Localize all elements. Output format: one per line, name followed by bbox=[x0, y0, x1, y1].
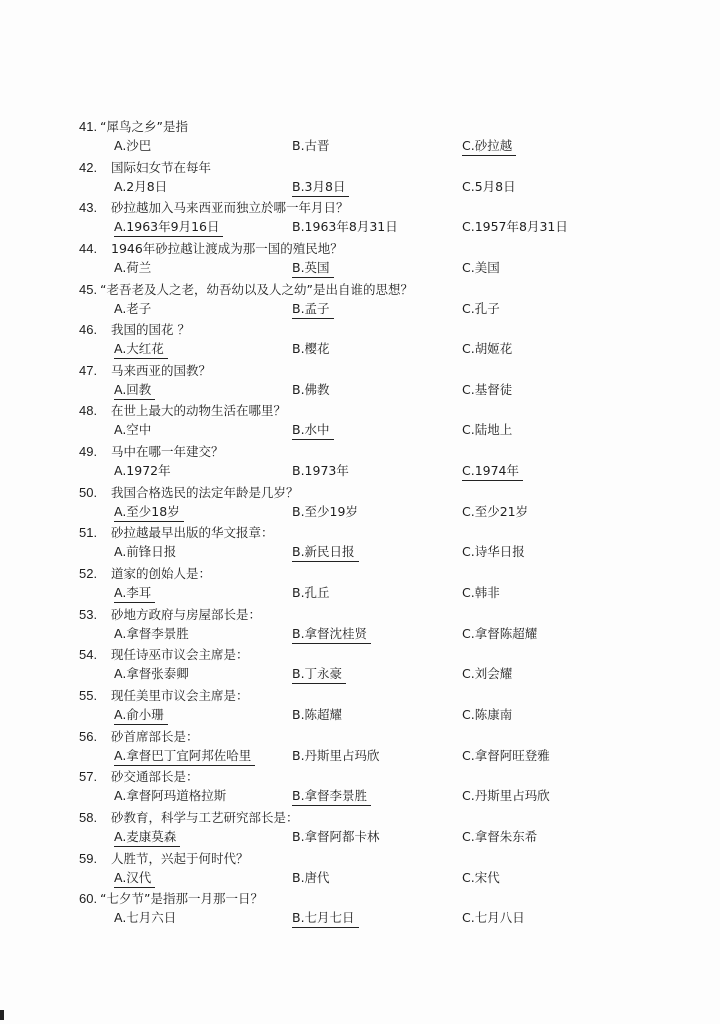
question-text: 国际妇女节在每年 bbox=[111, 159, 212, 175]
question-text: 砂地方政府与房屋部长是： bbox=[111, 606, 262, 622]
question-item bbox=[0, 439, 720, 480]
question-text: 现任诗巫市议会主席是： bbox=[111, 647, 249, 663]
question-number: 52. bbox=[79, 566, 98, 582]
option-a-answer: A.回教 bbox=[114, 381, 155, 400]
question-text: “老吾老及人之老，幼吾幼以及人之幼”是出自谁的思想？ bbox=[100, 281, 413, 297]
option-a: A.沙巴 bbox=[114, 138, 152, 153]
question-text: 砂首席部长是： bbox=[111, 728, 199, 744]
option-c: C.孔子 bbox=[462, 300, 500, 316]
question-item bbox=[0, 683, 720, 724]
question-text: “犀鸟之乡”是指 bbox=[100, 119, 188, 134]
option-b: B.古晋 bbox=[292, 138, 330, 153]
question-item bbox=[0, 561, 720, 602]
question-text: 砂交通部长是： bbox=[111, 769, 199, 785]
question-text: 马来西亚的国教？ bbox=[111, 362, 212, 378]
question-number: 55. bbox=[79, 687, 98, 703]
question-text: 人胜节，兴起于何时代？ bbox=[111, 850, 249, 866]
question-number: 50. bbox=[79, 484, 98, 500]
option-a-answer: A.大红花 bbox=[114, 340, 168, 359]
option-b: B.1973年 bbox=[292, 463, 349, 479]
question-item bbox=[0, 236, 720, 277]
option-c-answer: C.1974年 bbox=[462, 462, 523, 481]
question-item bbox=[0, 520, 720, 561]
option-c: C.拿督朱东希 bbox=[462, 828, 538, 844]
question-text: 道家的创始人是： bbox=[111, 566, 212, 582]
question-number: 44. bbox=[79, 240, 98, 256]
option-a-answer: A.1963年9月16日 bbox=[114, 218, 223, 237]
question-number: 41. bbox=[79, 119, 98, 134]
question-item bbox=[0, 195, 720, 236]
option-c: C.5月8日 bbox=[462, 178, 516, 194]
question-item bbox=[0, 398, 720, 439]
question-text: 1946年砂拉越让渡成为那一国的殖民地？ bbox=[111, 240, 343, 256]
question-number: 54. bbox=[79, 647, 98, 663]
question-number: 58. bbox=[79, 809, 98, 825]
option-b-answer: B.丁永豪 bbox=[292, 665, 346, 684]
question-text: “七夕节”是指那一月那一日？ bbox=[100, 891, 263, 907]
option-a: A.空中 bbox=[114, 422, 152, 438]
question-item bbox=[0, 642, 720, 683]
option-b-answer: B.拿督李景胜 bbox=[292, 787, 371, 806]
option-c: C.丹斯里占玛欣 bbox=[462, 788, 550, 804]
question-item bbox=[0, 277, 720, 318]
scan-mark bbox=[0, 1010, 4, 1020]
question-list bbox=[0, 114, 720, 927]
question-item bbox=[0, 886, 720, 927]
option-b-answer: B.3月8日 bbox=[292, 178, 349, 197]
option-a-answer: A.李耳 bbox=[114, 584, 155, 603]
question-number: 56. bbox=[79, 728, 98, 744]
question-number: 48. bbox=[79, 403, 98, 419]
option-a: A.拿督阿玛道格拉斯 bbox=[114, 788, 227, 804]
option-a: A.拿督张泰卿 bbox=[114, 666, 189, 682]
question-item bbox=[0, 480, 720, 521]
option-c: C.美国 bbox=[462, 259, 500, 275]
question-text: 现任美里市议会主席是： bbox=[111, 687, 249, 703]
option-a: A.拿督李景胜 bbox=[114, 625, 189, 641]
option-a-answer: A.至少18岁 bbox=[114, 503, 184, 522]
option-c: C.至少21岁 bbox=[462, 503, 529, 519]
option-a: A.七月六日 bbox=[114, 910, 177, 926]
option-a-answer: A.麦康莫森 bbox=[114, 828, 180, 847]
question-number: 43. bbox=[79, 200, 98, 216]
option-b-answer: B.七月七日 bbox=[292, 909, 359, 928]
question-text: 我国的国花 ？ bbox=[111, 322, 190, 338]
question-text: 砂拉越最早出版的华文报章： bbox=[111, 525, 274, 541]
option-b: B.陈超耀 bbox=[292, 706, 343, 722]
option-a: A.荷兰 bbox=[114, 259, 152, 275]
option-c: C.拿督阿旺登雅 bbox=[462, 747, 550, 763]
question-text: 砂教育，科学与工艺研究部长是： bbox=[111, 809, 299, 825]
option-b: B.至少19岁 bbox=[292, 503, 358, 519]
option-a-answer: A.拿督巴丁宜阿邦佐哈里 bbox=[114, 747, 255, 766]
question-item bbox=[0, 805, 720, 846]
option-c: C.陈康南 bbox=[462, 706, 513, 722]
option-c: C.胡姬花 bbox=[462, 341, 513, 357]
question-number: 60. bbox=[79, 891, 98, 907]
option-b: B.佛教 bbox=[292, 381, 330, 397]
option-c: C.刘会耀 bbox=[462, 666, 513, 682]
option-b: B.丹斯里占玛欣 bbox=[292, 747, 380, 763]
option-c: C.陆地上 bbox=[462, 422, 513, 438]
question-item bbox=[0, 846, 720, 887]
question-item bbox=[0, 114, 720, 155]
question-item bbox=[0, 155, 720, 196]
option-b-answer: B.水中 bbox=[292, 421, 334, 440]
question-text: 马中在哪一年建交？ bbox=[111, 444, 224, 460]
option-b: B.樱花 bbox=[292, 341, 330, 357]
option-c: C.诗华日报 bbox=[462, 544, 525, 560]
question-text: 砂拉越加入马来西亚而独立於哪一年月日？ bbox=[111, 200, 349, 216]
option-c: C.基督徒 bbox=[462, 381, 513, 397]
option-c: C.七月八日 bbox=[462, 910, 525, 926]
question-number: 59. bbox=[79, 850, 98, 866]
question-number: 45. bbox=[79, 281, 98, 297]
option-a: A.老子 bbox=[114, 300, 152, 316]
option-b-answer: B.新民日报 bbox=[292, 543, 359, 562]
option-c: C.1957年8月31日 bbox=[462, 219, 568, 235]
option-a: A.2月8日 bbox=[114, 178, 168, 194]
question-text: 我国合格选民的法定年龄是几岁？ bbox=[111, 484, 299, 500]
question-number: 57. bbox=[79, 769, 98, 785]
question-item bbox=[0, 358, 720, 399]
option-b: B.1963年8月31日 bbox=[292, 219, 398, 235]
option-b: B.孔丘 bbox=[292, 585, 330, 601]
option-b-answer: B.英国 bbox=[292, 259, 334, 278]
option-a: A.1972年 bbox=[114, 463, 171, 479]
question-number: 51. bbox=[79, 525, 98, 541]
option-c: C.宋代 bbox=[462, 869, 500, 885]
question-item bbox=[0, 724, 720, 765]
question-item bbox=[0, 602, 720, 643]
option-b-answer: B.孟子 bbox=[292, 300, 334, 319]
option-c-answer: C.砂拉越 bbox=[462, 137, 516, 156]
question-item bbox=[0, 764, 720, 805]
option-b-answer: B.拿督沈桂贤 bbox=[292, 625, 371, 644]
question-text: 在世上最大的动物生活在哪里？ bbox=[111, 403, 287, 419]
question-item bbox=[0, 317, 720, 358]
question-number: 47. bbox=[79, 362, 98, 378]
option-a-answer: A.俞小珊 bbox=[114, 706, 168, 725]
question-number: 46. bbox=[79, 322, 98, 338]
option-b: B.唐代 bbox=[292, 869, 330, 885]
question-number: 49. bbox=[79, 444, 98, 460]
option-c: C.韩非 bbox=[462, 585, 500, 601]
option-c: C.拿督陈超耀 bbox=[462, 625, 538, 641]
question-number: 42. bbox=[79, 159, 98, 175]
question-number: 53. bbox=[79, 606, 98, 622]
option-a: A.前锋日报 bbox=[114, 544, 177, 560]
option-b: B.拿督阿都卡林 bbox=[292, 828, 380, 844]
option-a-answer: A.汉代 bbox=[114, 869, 155, 888]
